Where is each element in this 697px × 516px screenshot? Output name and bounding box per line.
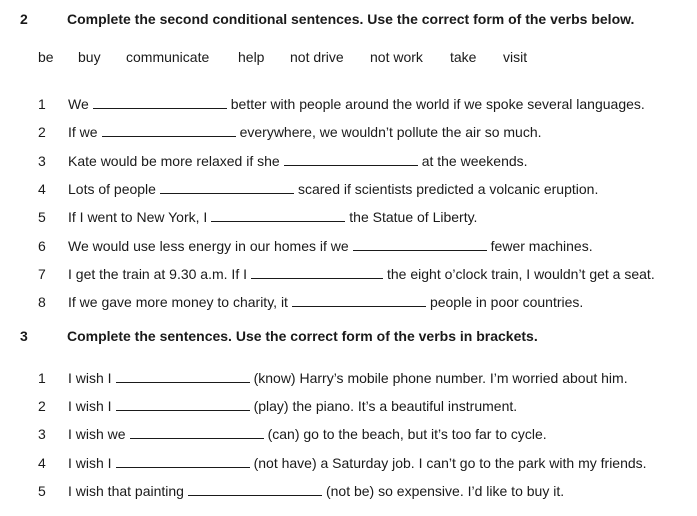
- sentence-start: We: [68, 96, 89, 112]
- sentence-start: If I went to New York, I: [68, 209, 208, 225]
- sentence: [68, 181, 598, 197]
- exercise-2-number: 2: [20, 11, 28, 27]
- sentence: [68, 153, 528, 169]
- item-number: 7: [38, 266, 46, 282]
- answer-blank[interactable]: [284, 164, 418, 166]
- sentence-end: better with people around the world if we spoke several languages.: [230, 96, 645, 112]
- sentence-start: If we: [68, 124, 98, 140]
- word-bank-item: help: [238, 49, 265, 65]
- item-number: 1: [38, 370, 46, 386]
- sentence-end: (not have) a Saturday job. I can’t go to the park with my friends.: [253, 455, 647, 471]
- word-bank-item: not drive: [290, 49, 344, 65]
- sentence-start: I wish I: [68, 370, 112, 386]
- sentence-end: (not be) so expensive. I’d like to buy it.: [325, 483, 565, 499]
- sentence-end: at the weekends.: [421, 153, 528, 169]
- word-bank-item: not work: [370, 49, 423, 65]
- item-number: 4: [38, 181, 46, 197]
- item-number: 5: [38, 209, 46, 225]
- item-number: 4: [38, 455, 46, 471]
- sentence: [68, 238, 593, 254]
- sentence: [68, 370, 628, 386]
- answer-blank[interactable]: [93, 107, 227, 109]
- exercise-3-title: Complete the sentences. Use the correct form of the verbs in brackets.: [67, 328, 538, 344]
- exercise-2-title: Complete the second conditional sentences. Use the correct form of the verbs below.: [67, 11, 635, 27]
- sentence-start: I wish that painting: [68, 483, 184, 499]
- sentence-start: I wish I: [68, 455, 112, 471]
- item-number: 6: [38, 238, 46, 254]
- word-bank-item: take: [450, 49, 477, 65]
- sentence: [68, 294, 583, 310]
- item-number: 2: [38, 398, 46, 414]
- sentence: [68, 483, 564, 499]
- sentence-start: I wish I: [68, 398, 112, 414]
- sentence-end: people in poor countries.: [429, 294, 584, 310]
- answer-blank[interactable]: [116, 466, 250, 468]
- exercise-3-number: 3: [20, 328, 28, 344]
- word-bank-item: buy: [78, 49, 101, 65]
- sentence-end: (know) Harry’s mobile phone number. I’m worried about him.: [253, 370, 628, 386]
- sentence-end: everywhere, we wouldn’t pollute the air so much.: [239, 124, 542, 140]
- item-number: 1: [38, 96, 46, 112]
- answer-blank[interactable]: [251, 277, 383, 279]
- answer-blank[interactable]: [116, 409, 250, 411]
- item-number: 3: [38, 426, 46, 442]
- answer-blank[interactable]: [160, 192, 294, 194]
- sentence-end: fewer machines.: [490, 238, 593, 254]
- sentence: [68, 209, 477, 225]
- item-number: 5: [38, 483, 46, 499]
- sentence-end: the Statue of Liberty.: [349, 209, 478, 225]
- word-bank-item: visit: [503, 49, 528, 65]
- word-bank-item: communicate: [126, 49, 210, 65]
- sentence-start: If we gave more money to charity, it: [68, 294, 288, 310]
- sentence-end: (can) go to the beach, but it’s too far to cycle.: [267, 426, 547, 442]
- sentence-start: I wish we: [68, 426, 126, 442]
- item-number: 2: [38, 124, 46, 140]
- sentence-start: We would use less energy in our homes if we: [68, 238, 349, 254]
- sentence-end: (play) the piano. It’s a beautiful instrument.: [253, 398, 518, 414]
- answer-blank[interactable]: [353, 249, 487, 251]
- sentence: [68, 96, 645, 112]
- answer-blank[interactable]: [130, 437, 264, 439]
- sentence-start: Kate would be more relaxed if she: [68, 153, 280, 169]
- answer-blank[interactable]: [211, 220, 345, 222]
- sentence-end: scared if scientists predicted a volcanic eruption.: [297, 181, 599, 197]
- answer-blank[interactable]: [188, 494, 322, 496]
- sentence: [68, 455, 647, 471]
- answer-blank[interactable]: [116, 381, 250, 383]
- item-number: 8: [38, 294, 46, 310]
- sentence-start: Lots of people: [68, 181, 156, 197]
- sentence-start: I get the train at 9.30 a.m. If I: [68, 266, 247, 282]
- sentence: [68, 398, 517, 414]
- sentence: [68, 426, 547, 442]
- sentence: [68, 266, 655, 282]
- item-number: 3: [38, 153, 46, 169]
- sentence-end: the eight o’clock train, I wouldn’t get a seat.: [387, 266, 655, 282]
- word-bank-item: be: [38, 49, 54, 65]
- sentence: [68, 124, 542, 140]
- answer-blank[interactable]: [102, 135, 236, 137]
- answer-blank[interactable]: [292, 305, 426, 307]
